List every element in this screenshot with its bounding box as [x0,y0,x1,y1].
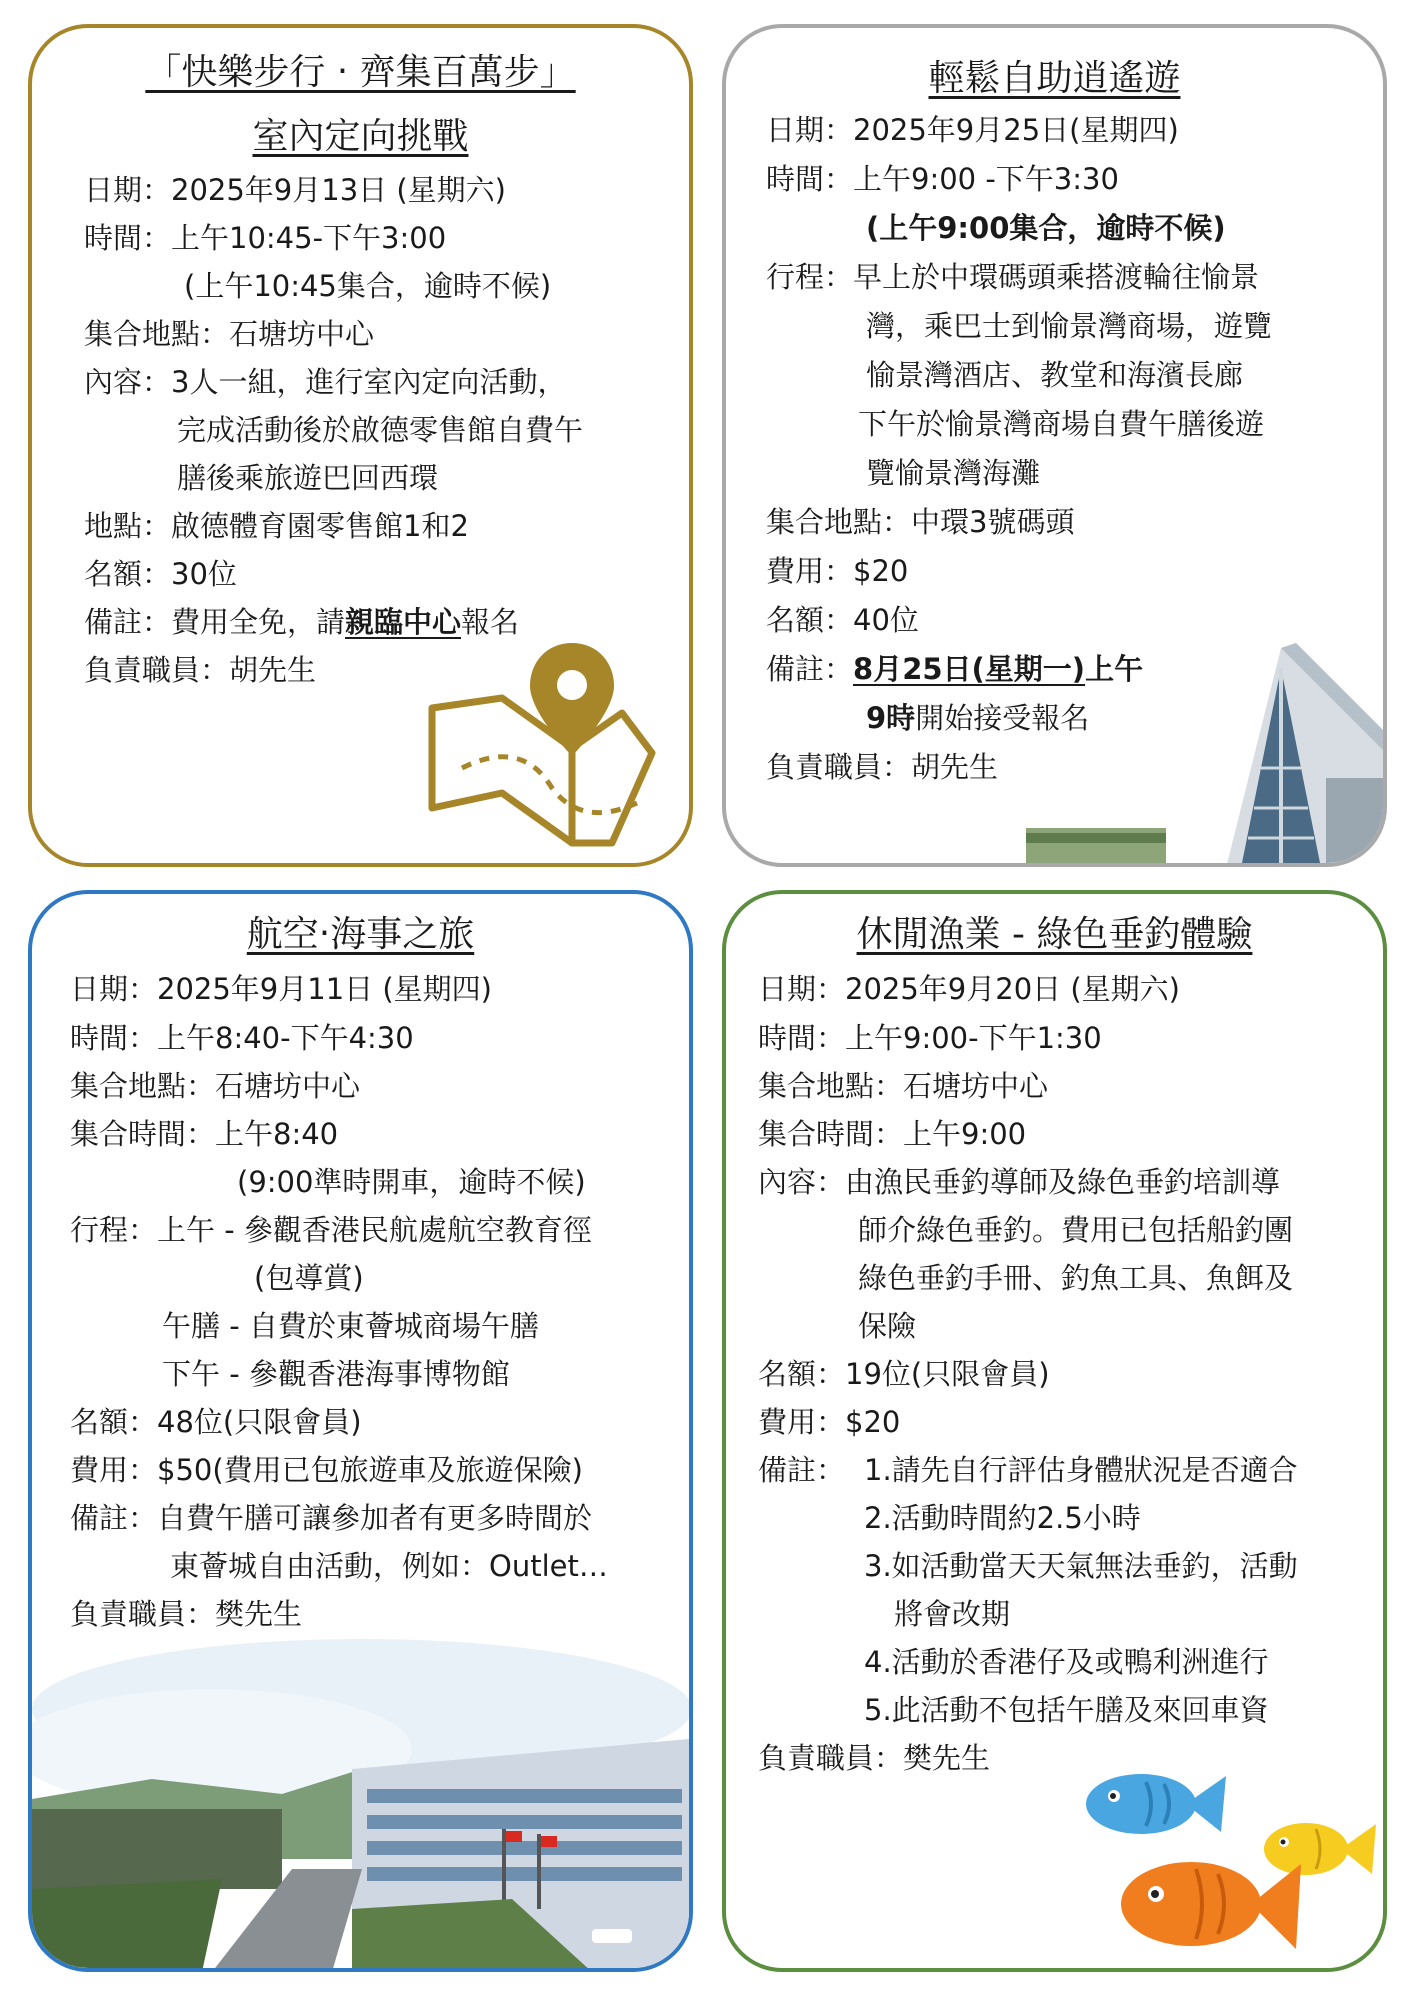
remark-continued: 9時開始接受報名 [866,701,1090,735]
meeting-note: (9:00準時開車，逾時不候) [237,1165,586,1199]
date: 日期：2025年9月11日 (星期四) [70,972,493,1006]
activity-card-discovery-bay [722,24,1387,867]
itinerary-line: 行程：早上於中環碼頭乘搭渡輪往愉景 [766,260,1260,294]
remark-item: 將會改期 [894,1597,1011,1631]
chapel-photo [1026,628,1387,867]
venue: 地點：啟德體育園零售館1和2 [84,509,469,543]
quota: 名額：48位(只限會員) [70,1405,362,1439]
card-title: 休閒漁業 - 綠色垂釣體驗 [856,914,1253,955]
map-pin-icon [422,638,662,848]
meeting-point: 集合地點：石塘坊中心 [758,1069,1049,1103]
staff: 負責職員：胡先生 [766,750,999,784]
itinerary-line: (包導賞) [254,1261,364,1295]
remark-item: 4.活動於香港仔及或鴨利洲進行 [864,1645,1269,1679]
card-subtitle: 室內定向挑戰 [252,116,469,157]
content-line: 內容：由漁民垂釣導師及綠色垂釣培訓導 [758,1165,1281,1199]
meeting-point: 集合地點：石塘坊中心 [84,317,375,351]
time: 時間：上午8:40-下午4:30 [70,1021,414,1055]
itinerary-line: 覽愉景灣海灘 [866,456,1041,490]
card-title: 「快樂步行 ‧ 齊集百萬步」 [145,52,576,93]
time-note: (上午10:45集合，逾時不候) [184,269,552,303]
meeting-time: 集合時間：上午9:00 [758,1117,1027,1151]
card-title: 航空‧海事之旅 [246,914,475,955]
activity-card-aviation-maritime [28,890,693,1972]
content-line: 內容：3人一組，進行室內定向活動， [84,365,567,399]
time-note: (上午9:00集合，逾時不候) [866,211,1226,245]
staff: 負責職員：樊先生 [758,1741,991,1775]
maritime-museum-photo [32,1629,689,1972]
staff: 負責職員：樊先生 [70,1597,303,1631]
remark-label: 備註： [758,1453,846,1487]
remark-item: 5.此活動不包括午膳及來回車資 [864,1693,1269,1727]
fee: 費用：$20 [766,554,909,588]
fish-icon [1076,1754,1386,1964]
quota: 名額：19位(只限會員) [758,1357,1050,1391]
fee: 費用：$50(費用已包旅遊車及旅遊保險) [70,1453,583,1487]
content-line: 保險 [858,1309,917,1343]
fee: 費用：$20 [758,1405,901,1439]
itinerary-line: 午膳 - 自費於東薈城商場午膳 [162,1309,539,1343]
date: 日期：2025年9月13日 (星期六) [84,173,507,207]
date: 日期：2025年9月25日(星期四) [766,113,1179,147]
remark-item: 1.請先自行評估身體狀況是否適合 [864,1453,1298,1487]
staff: 負責職員：胡先生 [84,653,317,687]
card-title: 輕鬆自助逍遙遊 [928,58,1181,99]
content-line: 師介綠色垂釣。費用已包括船釣團 [858,1213,1294,1247]
remark-line: 備註：自費午膳可讓參加者有更多時間於 [70,1501,593,1535]
itinerary-line: 下午於愉景灣商場自費午膳後遊 [858,407,1265,441]
remark-line: 東薈城自由活動，例如：Outlet… [170,1549,608,1583]
remark: 備註：8月25日(星期一)上午 [766,652,1144,686]
time: 時間：上午9:00-下午1:30 [758,1021,1102,1055]
meeting-point: 集合地點：石塘坊中心 [70,1069,361,1103]
itinerary-line: 愉景灣酒店、教堂和海濱長廊 [866,358,1244,392]
content-line: 完成活動後於啟德零售館自費午 [177,413,584,447]
remark: 備註：費用全免，請親臨中心報名 [84,605,520,639]
time: 時間：上午9:00 -下午3:30 [766,162,1119,196]
time: 時間：上午10:45-下午3:00 [84,221,447,255]
content-line: 膳後乘旅遊巴回西環 [177,461,439,495]
activity-card-green-fishing [722,890,1387,1972]
meeting-time: 集合時間：上午8:40 [70,1117,339,1151]
quota: 名額：30位 [84,557,237,591]
itinerary-line: 下午 - 參觀香港海事博物館 [162,1357,510,1391]
content-line: 綠色垂釣手冊、釣魚工具、魚餌及 [858,1261,1294,1295]
date: 日期：2025年9月20日 (星期六) [758,972,1181,1006]
meeting-point: 集合地點：中環3號碼頭 [766,505,1075,539]
quota: 名額：40位 [766,603,919,637]
activity-card-orienteering [28,24,693,867]
itinerary-line: 行程：上午 - 參觀香港民航處航空教育徑 [70,1213,592,1247]
itinerary-line: 灣，乘巴士到愉景灣商場，遊覽 [866,309,1273,343]
remark-item: 3.如活動當天天氣無法垂釣，活動 [864,1549,1298,1583]
remark-item: 2.活動時間約2.5小時 [864,1501,1141,1535]
